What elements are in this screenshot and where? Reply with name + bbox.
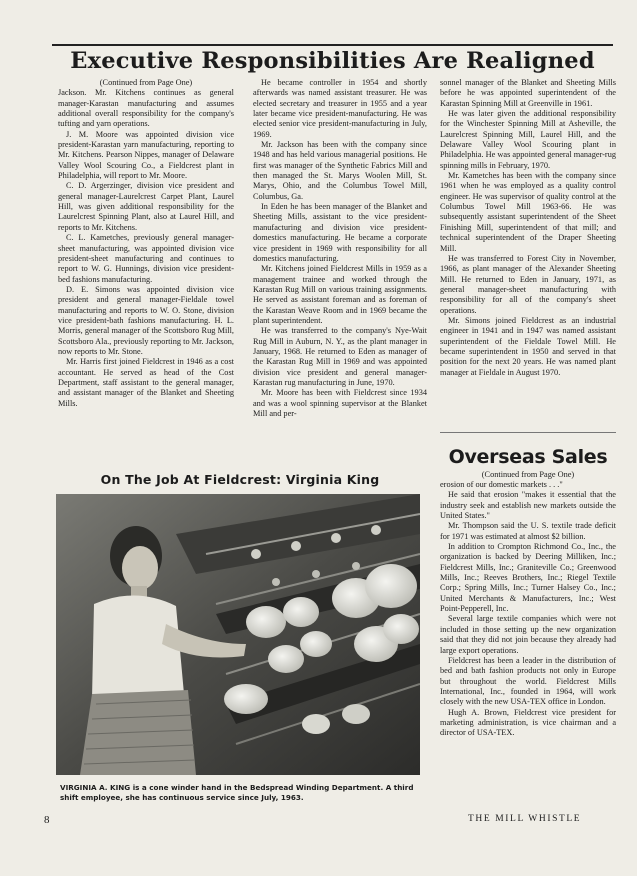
article-column-1: [58, 78, 234, 409]
paragraph: Mr. Jackson has been with the company since 1948 and has held various managerial positions. He first was manager of the Synthetic Fabrics Mill and then managed the St. Marys Woolen Mill, St. Marys, Ohio, and the Columbus Towel Mill, Columbus, Ga.: [253, 140, 427, 201]
headline: Executive Responsibilities Are Realigned: [70, 48, 595, 74]
paragraph: Hugh A. Brown, Fieldcrest vice president for marketing administration, is vice chairman and a director of USA-TEX.: [440, 707, 616, 738]
article-column-2: [253, 78, 427, 419]
photo-caption: [60, 783, 420, 803]
paragraph: C. D. Argerzinger, division vice president and general manager-Laurelcrest Carpet Plant, Laurel Hill, was given additional responsibility for the Laurelcrest Spinning Plant, also at Laurel Hill, and reports to Mr. Kitchens.: [58, 181, 234, 232]
paragraph: Mr. Kametches has been with the company since 1961 when he was employed as a quality control engineer. He was supervisor of quality control at the Columbus Towel Mill 1963-66. He was subsequently assistant superintendent of the Sheet Finishing Mill, superintendent of that mill; and technical superintendent of the Draper Sheeting Mill.: [440, 171, 616, 253]
photo-image: [56, 494, 420, 775]
caption-name: VIRGINIA A. KING: [60, 783, 131, 792]
photo-section-headline: On The Job At Fieldcrest: Virginia King: [100, 472, 380, 487]
paragraph: erosion of our domestic markets . . .": [440, 480, 563, 489]
section-divider: [440, 432, 616, 433]
overseas-column: [440, 480, 616, 739]
article-column-3: [440, 78, 616, 378]
paragraph: Mr. Kitchens joined Fieldcrest Mills in 1959 as a management trainee and worked through the Karastan Rug Mill on various training assignments. He served as assistant foreman and as foreman of the Karastan Weave Room and in 1969 became the plant superintendent.: [253, 264, 427, 325]
paragraph: In addition to Crompton Richmond Co., Inc., the organization is backed by Deering Milliken, Inc.; Fieldcrest Mills, Inc.; Graniteville Co.; Greenwood Mills, Inc.; Reeves Brothers, Inc.; Riegel Textile Corp.; Spring Mills, Inc.; Turner Halsey Co., Inc.; United Merchants & Manufacturers, Inc.; West Point-Pepperell, Inc.: [440, 542, 616, 614]
paragraph: Several large textile companies which were not included in those setting up the new organization said that they did not join because they already had large export operations.: [440, 614, 616, 655]
photo-virginia-king: [56, 494, 420, 775]
paragraph: Jackson. Mr. Kitchens continues as general manager-Karastan manufacturing and assumes additional overall responsibility for the company's tufting and yarn operations.: [58, 88, 234, 129]
paragraph: sonnel manager of the Blanket and Sheeting Mills before he was appointed superintendent of the Karastan Spinning Mill at Greenville in 1961.: [440, 78, 616, 108]
paragraph: He was transferred to the company's Nye-Wait Rug Mill in Auburn, N. Y., as the plant manager in January, 1968. He returned to Eden as manager of the Karastan Rug Mill in 1969 and was appointed division vice president and general manager-Karastan rug manufacturing in June, 1970.: [253, 326, 427, 387]
paragraph: Fieldcrest has been a leader in the distribution of bed and bath fashion products not only in Europe but throughout the world. Fieldcrest Mills International, Inc., founded in 1964, will work closely with the new USA-TEX office in London.: [440, 655, 616, 707]
paragraph: C. L. Kametches, previously general manager-sheet manufacturing, was appointed division vice president-sheet manufacturing and continues to report to W. G. Hunnings, division vice president-bed fashions manufacturing.: [58, 233, 234, 284]
publication-name: THE MILL WHISTLE: [468, 814, 582, 824]
caption-text: is a cone winder hand in the Bedspread Winding Department. A third shift employee, she has continuous service since July, 1963.: [60, 783, 414, 802]
paragraph: Mr. Moore has been with Fieldcrest since 1934 and was a wool spinning supervisor at the Blanket Mill and per-: [253, 388, 427, 418]
paragraph: He was transferred to Forest City in November, 1966, as plant manager of the Alexander Sheeting Mill. He returned to Eden in January, 1971, as general manager-sheet manufacturing with responsibility for all of the company's sheet operations.: [440, 253, 616, 315]
continued-note: (Continued from Page One): [99, 78, 193, 87]
overseas-headline: Overseas Sales: [448, 446, 608, 468]
paragraph: He was later given the additional responsibility for the Winchester Spinning Mill at Asheville, the Laurelcrest Spinning Mill, Laurel Hill, and the Delaware Valley Wool Scouring plant in Philadelphia. He was appointed general manager-rug spinning mills in February, 1970.: [440, 109, 616, 170]
paragraph: Mr. Thompson said the U. S. textile trade deficit for 1971 was estimated at almost $2 billion.: [440, 521, 616, 541]
continued-note: (Continued from Page One): [481, 470, 575, 479]
paragraph: He became controller in 1954 and shortly afterwards was named assistant treasurer. He was elected secretary and treasurer in 1955 and a year later became vice president-manufacturing. He was elected senior vice president-manufacturing in July, 1969.: [253, 78, 427, 139]
paragraph: D. E. Simons was appointed division vice president and general manager-Fieldale towel manufacturing and reports to W. O. Stone, division vice president-bath fashions manufacturing. H. L. Morris, general manager of the Scottsboro Rug Mill, Scottsboro Ala., previously reporting to Mr. Jackson, now reports to Mr. Stone.: [58, 284, 234, 356]
page-number: 8: [44, 814, 50, 826]
paragraph: J. M. Moore was appointed division vice president-Karastan yarn manufacturing, reporting to Mr. Kitchens. Pearson Nippes, manager of Delaware Valley Wool Scouring Co., a Fieldcrest plant in Philadelphia, will report to Mr. Moore.: [58, 129, 234, 181]
overseas-continued-note: [440, 470, 616, 480]
paragraph: Mr. Harris first joined Fieldcrest in 1946 as a cost accountant. He served as head of the Cost Department, staff assistant to the general manager, and assistant manager of the Blanket and Sheeting Mills.: [58, 357, 234, 408]
paragraph: In Eden he has been manager of the Blanket and Sheeting Mills, assistant to the vice president-manufacturing and division vice president-domestics manufacturing. He became a corporate vice president in 1969 with responsibility for all domestics manufacturing.: [253, 202, 427, 263]
paragraph: He said that erosion "makes it essential that the industry seek and establish new markets outside the United States.": [440, 490, 616, 521]
paragraph: Mr. Simons joined Fieldcrest as an industrial engineer in 1941 and in 1947 was named assistant superintendent of the Fieldale Towel Mill. He became superintendent in 1950 and served in that position for the next 20 years. He was named plant manager at Fieldale in August 1970.: [440, 315, 616, 377]
